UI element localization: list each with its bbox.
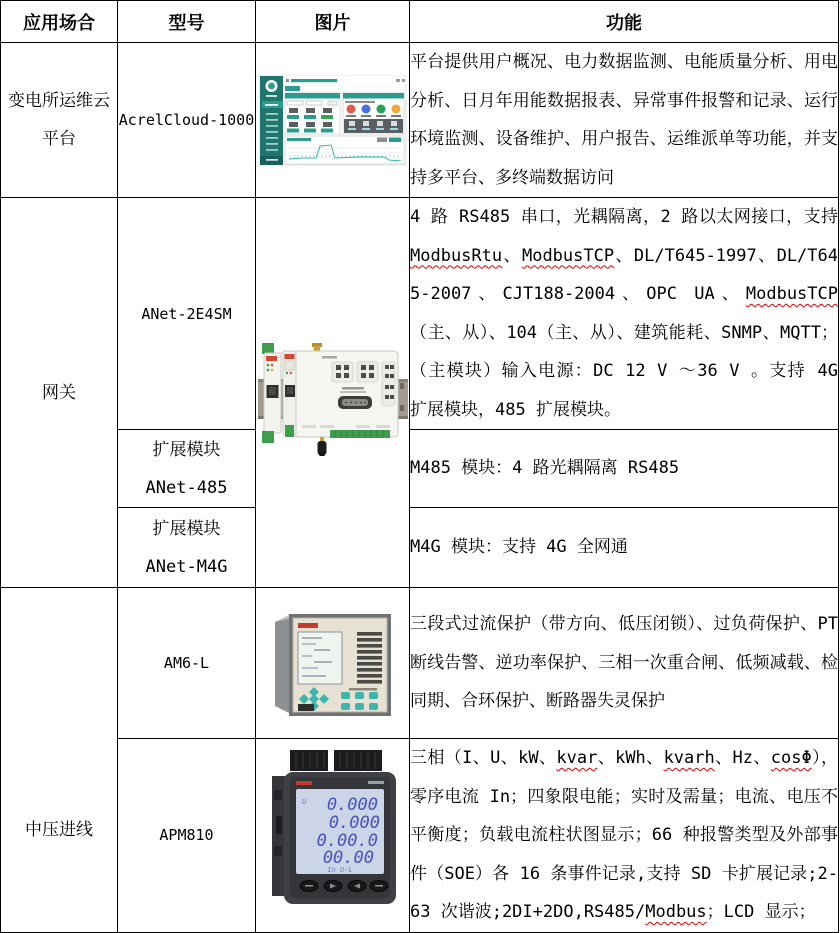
function-text-segment: ），零序电流 In；四象限电能；实时及需量；电流、电压不平衡度；负载电流柱状图显示；66 种报警类型及外部事件（SOE）各 16 条事件记录,支持 SD 卡扩展记录;2-63 次谐波;2DI+2DO,RS485/: [410, 748, 838, 922]
function-cell-am6l: [410, 588, 839, 739]
row-apm810: [1, 739, 839, 933]
row-am6l: [1, 588, 839, 739]
spellcheck-flagged-text: kvar: [556, 748, 598, 768]
spellcheck-flagged-text: kvarh: [663, 748, 715, 768]
model-cell-anet2e4sm: ANet-2E4SM: [118, 198, 256, 430]
relay-bottom-window: [298, 704, 314, 711]
am6l-relay-image: [267, 604, 399, 722]
function-text-segment: M485 模块：4 路光耦隔离 RS485: [410, 458, 680, 479]
dashboard-chart-panel: [285, 136, 404, 164]
relay-subtitle: [349, 688, 377, 691]
model-cell-apm810: APM810: [118, 739, 256, 933]
function-cell-cloud: [410, 43, 839, 198]
function-text-segment: 、DL/T645-1997、DL/T645-2007、CJT188-2004、OPC UA、: [410, 245, 838, 304]
lcd-footer: In U-L: [326, 866, 353, 875]
anet-gateway-image: [258, 329, 408, 457]
green-terminal-strip: [330, 430, 390, 438]
function-cell-gateway-main: [410, 198, 839, 430]
function-cell-ext485: [410, 430, 839, 508]
application-cell-gateway: 网关: [1, 198, 118, 588]
application-cloud-line1: 变电所运维云: [8, 91, 110, 111]
dashboard-left-panel: [285, 93, 340, 134]
svg-text:U: U: [301, 798, 306, 807]
meter-model-label: [368, 781, 384, 784]
model-cell-acrelcloud: AcrelCloud-1000: [118, 43, 256, 198]
function-text-segment: 4 路 RS485 串口，光耦隔离，2 路以太网接口，支持: [410, 207, 838, 227]
application-cloud-line2: 平台: [42, 129, 76, 149]
function-text-segment: （主、从）、104（主、从）、建筑能耗、SNMP、MQTT；（主模块）输入电源：DC 12 V ～36 V 。支持 4G 扩展模块，485 扩展模块。: [410, 322, 838, 420]
function-text-segment: 平台提供用户概况、电力数据监测、电能质量分析、用电分析、日月年用能数据报表、异常事件报警和记录、运行环境监测、设备维护、用户报告、运维派单等功能，并支持多平台、多终端数据访问: [410, 52, 838, 188]
relay-logo: [298, 623, 318, 628]
model-cell-anet485: [118, 430, 256, 508]
header-row: [1, 1, 839, 43]
lcd-row-1: 0.000: [326, 795, 378, 816]
header-function: 功能: [410, 1, 839, 43]
row-cloud-platform: [1, 43, 839, 198]
acrelcloud-dashboard-image: [258, 73, 408, 168]
lcd-row-3: 0.00.0: [316, 831, 378, 852]
dashboard-sidebar: [260, 76, 283, 165]
apm810-meter-image: [262, 746, 404, 924]
function-text-segment: 、: [502, 245, 522, 266]
header-application: 应用场合: [1, 1, 118, 43]
function-text-segment: 三相（I、U、kW、: [410, 748, 557, 768]
gateway-sub-modules: [262, 343, 296, 443]
application-cell-mv: 中压进线: [1, 588, 118, 933]
function-text-segment: 、Hz、: [714, 748, 771, 768]
spellcheck-flagged-text: ModbusTCP: [521, 245, 615, 266]
function-cell-apm810: [410, 739, 839, 933]
model-cell-anetm4g: [118, 508, 256, 588]
application-cell-cloud: [1, 43, 118, 198]
function-text-segment: M4G 模块：支持 4G 全网通: [410, 537, 628, 558]
function-text-segment: 三段式过流保护（带方向、低压闭锁）、过负荷保护、PT 断线告警、逆功率保护、三相一次重合闸、低频减载、检同期、合环保护、断路器失灵保护: [410, 614, 838, 712]
db9-connector: [338, 396, 372, 409]
meter-lcd: [296, 789, 384, 874]
picture-cell-am6l: [256, 588, 410, 739]
picture-cell-gateway: [256, 198, 410, 588]
model-ext485-line1: 扩展模块: [152, 439, 221, 460]
header-picture: 图片: [256, 1, 410, 43]
header-model: 型号: [118, 1, 256, 43]
row-gateway-ext485: [1, 430, 839, 508]
spellcheck-flagged-text: Modbus: [645, 902, 707, 922]
function-cell-extm4g: [410, 508, 839, 588]
picture-cell-acrelcloud: [256, 43, 410, 198]
function-text-segment: ；LCD 显示；: [706, 902, 816, 922]
lcd-row-2: 0.000: [328, 813, 380, 834]
relay-lcd: [298, 632, 342, 684]
spellcheck-flagged-text: cosΦ: [770, 748, 812, 768]
model-extm4g-line2: ANet-M4G: [145, 556, 228, 577]
dashboard-right-panel: [343, 93, 404, 134]
spellcheck-flagged-text: ModbusTCP: [745, 284, 838, 304]
model-cell-am6l: AM6-L: [118, 588, 256, 739]
meter-logo: [296, 781, 312, 785]
row-gateway-extm4g: [1, 508, 839, 588]
relay-indicator-labels: [357, 632, 382, 684]
lcd-row-4: 00.00: [322, 848, 374, 869]
model-extm4g-line1: 扩展模块: [152, 518, 221, 539]
meter-terminals: [290, 750, 382, 771]
function-text-segment: 、kWh、: [597, 748, 664, 768]
row-gateway-main: [1, 198, 839, 430]
picture-cell-apm810: [256, 739, 410, 933]
spellcheck-flagged-text: ModbusRtu: [410, 245, 503, 266]
model-ext485-line2: ANet-485: [145, 477, 228, 498]
